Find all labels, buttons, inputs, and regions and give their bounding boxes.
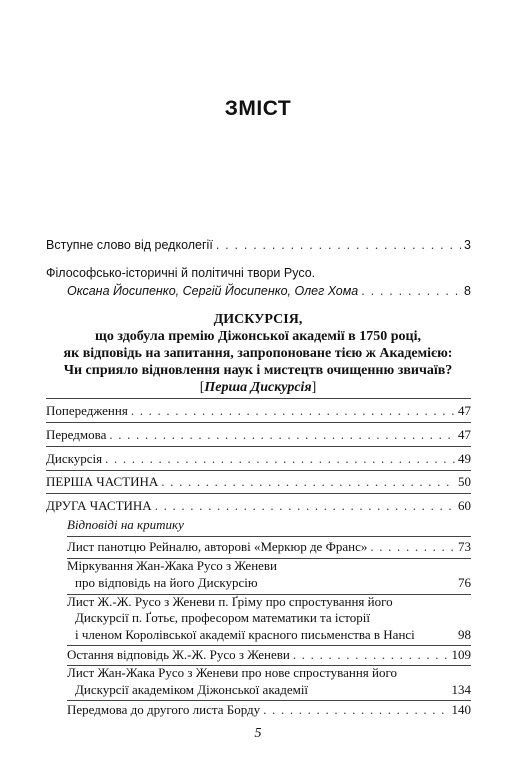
toc-entry-part1[interactable] (46, 474, 471, 490)
bracket-close: ] (311, 380, 317, 395)
toc-page-number: 109 (451, 647, 471, 662)
toc-entry-works-authors[interactable] (67, 284, 471, 298)
toc-entry-label: і членом Королівської академії красного письменства в Нансі (75, 627, 415, 642)
toc-entry-label: ПЕРША ЧАСТИНА (46, 474, 159, 489)
toc-page-number: 50 (458, 474, 471, 489)
toc-entry-label: Лист панотцю Рейналю, авторові «Меркюр де Франс» (67, 539, 368, 554)
toc-entry-preface-bordes[interactable] (67, 702, 471, 718)
toc-entry-warning[interactable] (46, 403, 471, 419)
toc-page-number: 76 (458, 575, 471, 590)
toc-dot-leader (311, 682, 448, 698)
toc-entry-label: Передмова (46, 427, 107, 442)
toc-entry-label: про відповідь на його Дискурсію (75, 575, 258, 590)
toc-dot-leader (370, 539, 455, 555)
toc-dot-leader (161, 474, 455, 490)
toc-entry-label: Остання відповідь Ж.-Ж. Русо з Женеви (67, 647, 290, 662)
toc-entry-label: Оксана Йосипенко, Сергій Йосипенко, Олег Хома (67, 284, 359, 298)
toc-entry-grimm-line1[interactable]: Лист Ж.-Ж. Русо з Женеви п. Ґріму про спростування його (67, 594, 393, 609)
toc-entry-letter-new[interactable] (75, 682, 471, 698)
toc-entry-preface[interactable] (46, 427, 471, 443)
toc-entry-label: Передмова до другого листа Борду (67, 702, 261, 717)
toc-entry-last-reply[interactable] (67, 647, 471, 663)
divider (67, 536, 471, 537)
section-heading-line: Чи сприяло відновлення наук і мистецтв очищенню звичаїв? (63, 363, 453, 378)
divider (46, 422, 471, 423)
toc-entry-label: Попередження (46, 403, 128, 418)
section-heading-line: що здобула премію Діжонської академії в 1750 році, (95, 329, 421, 344)
toc-page-number: 140 (451, 702, 471, 717)
divider (67, 700, 471, 701)
section-heading-line: ДИСКУРСІЯ, (213, 312, 303, 327)
toc-dot-leader (418, 627, 455, 643)
page-title: ЗМІСТ (224, 97, 292, 120)
toc-dot-leader (263, 702, 448, 718)
toc-dot-leader (216, 238, 461, 252)
section-heading-subtitle (0, 379, 516, 396)
section-heading-line: як відповідь на запитання, запропоноване тією ж Академією: (63, 346, 453, 361)
toc-dot-leader (109, 427, 455, 443)
divider (46, 446, 471, 447)
toc-entry-label: Вступне слово від редколегії (46, 238, 213, 252)
toc-entry-discourse[interactable] (46, 451, 471, 467)
divider (67, 645, 471, 646)
toc-entry-reflections[interactable] (75, 575, 471, 591)
toc-page-number: 98 (458, 627, 471, 642)
toc-entry-letter-grimm[interactable] (75, 627, 471, 643)
toc-entry-letter-raynal[interactable] (67, 539, 471, 555)
toc-page-number: 49 (458, 451, 471, 466)
page-number: 5 (254, 726, 262, 741)
toc-page-number: 47 (458, 427, 471, 442)
subsection-heading: Відповіді на критику (67, 517, 184, 532)
toc-entry-grimm-line2[interactable]: Дискурсії п. Ґотьє, професором математики та історії (75, 610, 371, 625)
bracket-open: [ (199, 380, 205, 395)
toc-dot-leader (155, 498, 455, 514)
toc-entry-intro[interactable] (46, 238, 471, 252)
divider (46, 493, 471, 494)
toc-entry-works-title[interactable]: Філософсько-історичні й політичні твори Русо. (46, 266, 316, 280)
toc-page-number: 3 (464, 238, 471, 252)
divider (46, 398, 471, 399)
toc-dot-leader (361, 284, 461, 298)
divider (46, 470, 471, 471)
toc-entry-reflections-line1[interactable]: Міркування Жан-Жака Русо з Женеви (67, 558, 278, 573)
toc-page-number: 8 (464, 284, 471, 298)
toc-page-number: 134 (451, 682, 471, 697)
toc-entry-letter-new-line1[interactable]: Лист Жан-Жака Русо з Женеви про нове спростування його (67, 665, 397, 680)
toc-dot-leader (293, 647, 449, 663)
toc-page-number: 60 (458, 498, 471, 513)
toc-entry-label: ДРУГА ЧАСТИНА (46, 498, 152, 513)
subtitle-italic: Перша Дискурсія (204, 380, 312, 395)
toc-entry-label: Дискурсія (46, 451, 103, 466)
toc-page-number: 73 (458, 539, 471, 554)
toc-dot-leader (131, 403, 455, 419)
toc-dot-leader (105, 451, 455, 467)
toc-dot-leader (261, 575, 455, 591)
toc-page-number: 47 (458, 403, 471, 418)
toc-entry-part2[interactable] (46, 498, 471, 514)
toc-entry-label: Дискурсії академіком Діжонської академії (75, 682, 309, 697)
